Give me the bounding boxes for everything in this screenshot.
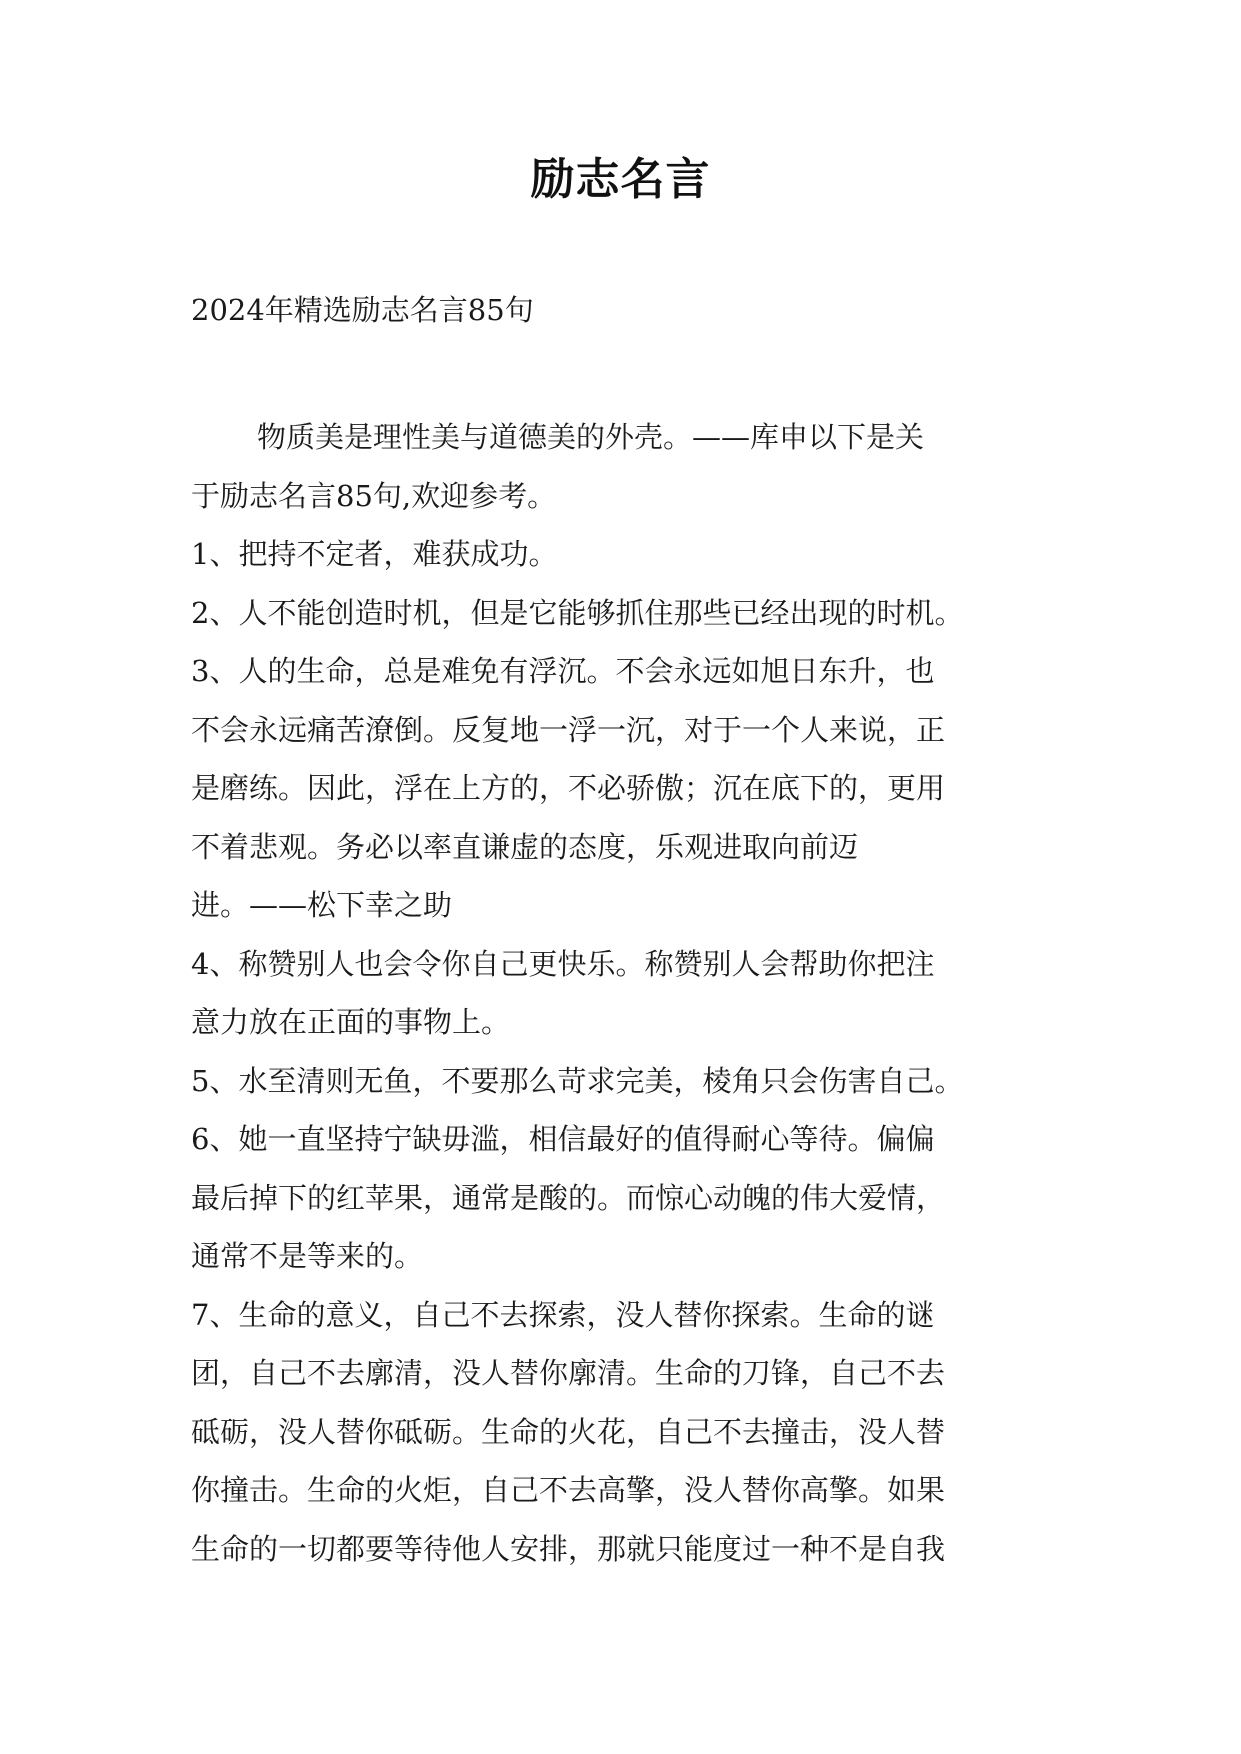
body-line: 是磨练。因此，浮在上方的，不必骄傲；沉在底下的，更用 xyxy=(191,771,946,805)
document-body xyxy=(191,408,1071,1578)
body-line: 5、水至清则无鱼，不要那么苛求完美，棱角只会伤害自己。 xyxy=(191,1063,964,1098)
document-subtitle: 2024年精选励志名言85句 xyxy=(191,293,534,327)
body-line: 你撞击。生命的火炬，自己不去高擎，没人替你高擎。如果 xyxy=(191,1473,946,1507)
body-line: 生命的一切都要等待他人安排，那就只能度过一种不是自我 xyxy=(191,1531,946,1566)
document-title: 励志名言 xyxy=(530,154,711,205)
body-line: 3、人的生命，总是难免有浮沉。不会永远如旭日东升，也 xyxy=(191,654,935,688)
body-line: 1、把持不定者，难获成功。 xyxy=(191,537,558,571)
body-line: 砥砺，没人替你砥砺。生命的火花，自己不去撞击，没人替 xyxy=(191,1414,946,1449)
body-line: 于励志名言85句,欢迎参考。 xyxy=(191,478,557,513)
body-line: 进。——松下幸之助 xyxy=(191,888,453,922)
body-line: 不会永远痛苦潦倒。反复地一浮一沉，对于一个人来说，正 xyxy=(191,712,946,747)
body-line: 物质美是理性美与道德美的外壳。——库申以下是关 xyxy=(257,420,925,454)
body-line: 通常不是等来的。 xyxy=(191,1239,424,1273)
body-line: 不着悲观。务必以率直谦虚的态度，乐观进取向前迈 xyxy=(191,829,859,864)
body-line: 6、她一直坚持宁缺毋滥，相信最好的值得耐心等待。偏偏 xyxy=(191,1122,935,1156)
body-line: 意力放在正面的事物上。 xyxy=(191,1005,511,1039)
body-line: 最后掉下的红苹果，通常是酸的。而惊心动魄的伟大爱情， xyxy=(191,1180,946,1215)
body-line: 团，自己不去廓清，没人替你廓清。生命的刀锋，自己不去 xyxy=(191,1356,946,1390)
body-line: 4、称赞别人也会令你自己更快乐。称赞别人会帮助你把注 xyxy=(191,946,935,981)
body-line: 7、生命的意义，自己不去探索，没人替你探索。生命的谜 xyxy=(191,1297,935,1332)
body-line: 2、人不能创造时机，但是它能够抓住那些已经出现的时机。 xyxy=(191,595,964,630)
